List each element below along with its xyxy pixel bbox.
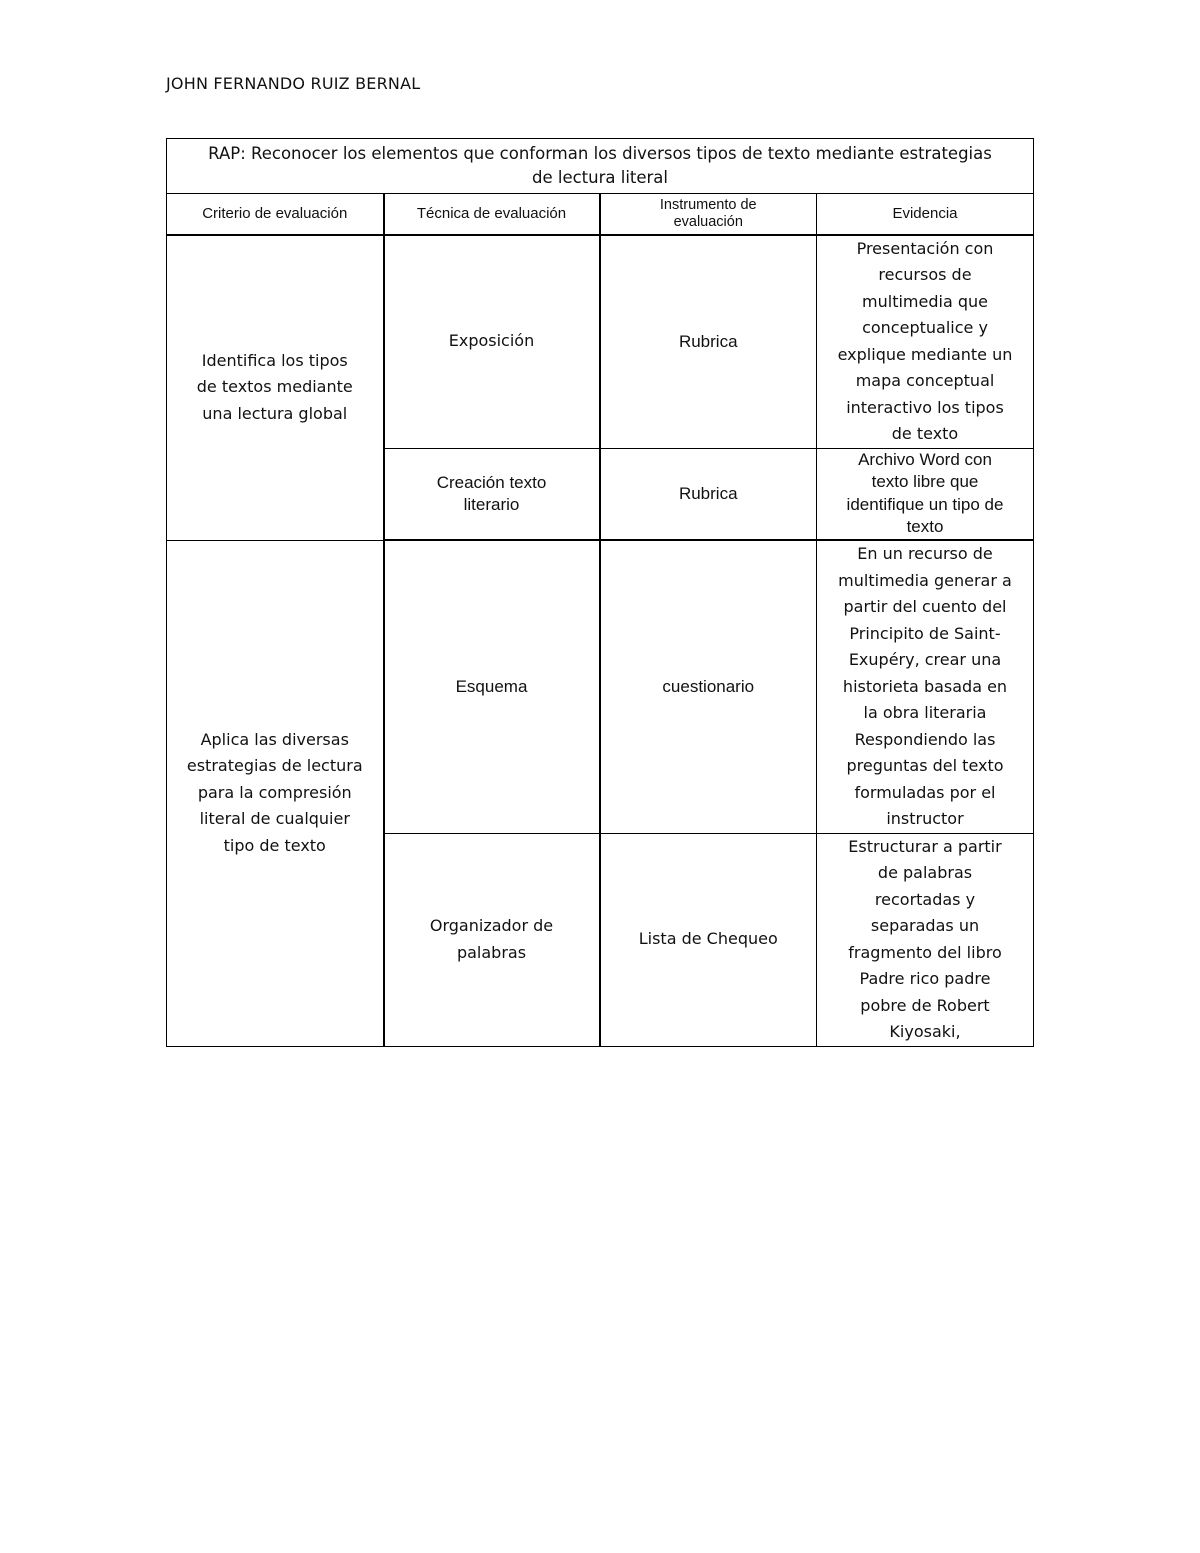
instrumento-cell: cuestionario	[600, 540, 817, 833]
tecnica-cell: Organizador de palabras	[384, 833, 600, 1046]
criterio-cell: Identifica los tipos de textos mediante una lectura global	[167, 235, 384, 541]
document-author: JOHN FERNANDO RUIZ BERNAL	[166, 74, 421, 93]
tecnica-cell: Creación texto literario	[384, 448, 600, 540]
column-header-instrumento: Instrumento de evaluación	[600, 194, 817, 235]
table-row	[167, 235, 1034, 449]
instrumento-cell: Lista de Chequeo	[600, 833, 817, 1046]
evidencia-cell: Archivo Word con texto libre que identifique un tipo de texto	[817, 448, 1034, 540]
evidencia-cell: Presentación con recursos de multimedia que conceptualice y explique mediante un mapa conceptual interactivo los tipos de texto	[817, 235, 1034, 449]
column-header-tecnica: Técnica de evaluación	[384, 194, 600, 235]
evaluation-table	[166, 138, 1034, 1047]
table-row	[167, 540, 1034, 833]
evidencia-cell: En un recurso de multimedia generar a partir del cuento del Principito de Saint- Exupéry, crear una historieta basada en la obra literaria Respondiendo las preguntas del texto formuladas por el instructor	[817, 540, 1034, 833]
column-header-criterio: Criterio de evaluación	[167, 194, 384, 235]
rap-row	[167, 139, 1034, 194]
tecnica-cell: Exposición	[384, 235, 600, 449]
header-row	[167, 194, 1034, 235]
column-header-evidencia: Evidencia	[817, 194, 1034, 235]
tecnica-cell: Esquema	[384, 540, 600, 833]
rap-statement: RAP: Reconocer los elementos que conforman los diversos tipos de texto mediante estrategias de lectura literal	[167, 139, 1034, 194]
criterio-cell: Aplica las diversas estrategias de lectura para la compresión literal de cualquier tipo de texto	[167, 540, 384, 1046]
instrumento-cell: Rubrica	[600, 448, 817, 540]
instrumento-cell: Rubrica	[600, 235, 817, 449]
evidencia-cell: Estructurar a partir de palabras recortadas y separadas un fragmento del libro Padre rico padre pobre de Robert Kiyosaki,	[817, 833, 1034, 1046]
